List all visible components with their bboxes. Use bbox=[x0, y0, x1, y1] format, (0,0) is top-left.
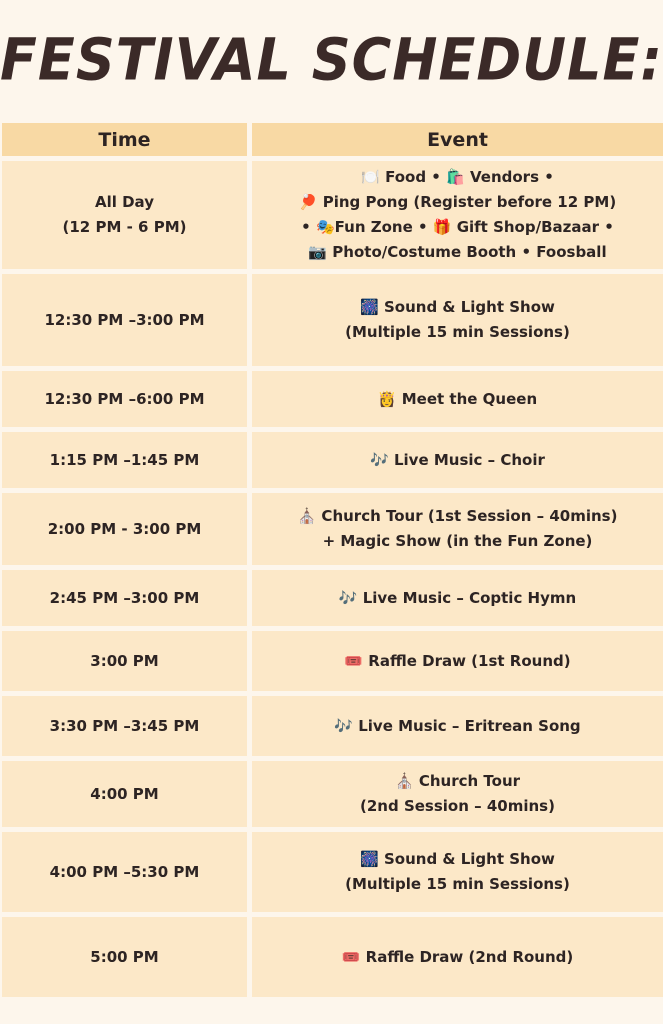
page-title: FESTIVAL SCHEDULE: bbox=[0, 25, 663, 94]
event-line: (2nd Session – 40mins) bbox=[360, 797, 555, 815]
table-row bbox=[2, 371, 663, 427]
event-line: ⛪ Church Tour bbox=[394, 772, 521, 790]
time-cell: 12:30 PM –3:00 PM bbox=[2, 274, 247, 366]
schedule-table bbox=[0, 118, 663, 1002]
event-line: (Multiple 15 min Sessions) bbox=[345, 875, 570, 893]
event-cell bbox=[252, 161, 663, 269]
header-row bbox=[2, 123, 663, 156]
time-cell: 1:15 PM –1:45 PM bbox=[2, 432, 247, 488]
table-row bbox=[2, 761, 663, 827]
event-line: 🍽️ Food • 🛍️ Vendors • bbox=[361, 168, 554, 186]
event-cell bbox=[252, 832, 663, 912]
table-row bbox=[2, 570, 663, 626]
event-cell bbox=[252, 761, 663, 827]
event-cell bbox=[252, 274, 663, 366]
time-cell: 3:00 PM bbox=[2, 631, 247, 691]
event-column-header: Event bbox=[252, 123, 663, 156]
time-cell: All Day (12 PM - 6 PM) bbox=[2, 161, 247, 269]
event-line: 🎆 Sound & Light Show bbox=[360, 850, 555, 868]
table-row bbox=[2, 493, 663, 565]
time-cell: 4:00 PM bbox=[2, 761, 247, 827]
table-row bbox=[2, 832, 663, 912]
event-cell bbox=[252, 631, 663, 691]
event-line: 🎶 Live Music – Coptic Hymn bbox=[338, 588, 577, 607]
event-cell bbox=[252, 493, 663, 565]
event-line: 🎶 Live Music – Eritrean Song bbox=[334, 716, 581, 735]
event-line: ⛪ Church Tour (1st Session – 40mins) bbox=[297, 507, 618, 525]
time-cell: 5:00 PM bbox=[2, 917, 247, 997]
event-cell bbox=[252, 917, 663, 997]
event-line: • 🎭Fun Zone • 🎁 Gift Shop/Bazaar • bbox=[301, 218, 614, 236]
time-cell: 4:00 PM –5:30 PM bbox=[2, 832, 247, 912]
table-row bbox=[2, 161, 663, 269]
table-row bbox=[2, 432, 663, 488]
time-cell: 12:30 PM –6:00 PM bbox=[2, 371, 247, 427]
table-row bbox=[2, 917, 663, 997]
event-cell bbox=[252, 570, 663, 626]
table-row bbox=[2, 631, 663, 691]
table-row bbox=[2, 696, 663, 756]
event-line: 🎶 Live Music – Choir bbox=[370, 450, 545, 469]
event-line: 🎟️ Raffle Draw (1st Round) bbox=[344, 651, 571, 670]
event-line: 🎆 Sound & Light Show bbox=[360, 298, 555, 316]
table-row bbox=[2, 274, 663, 366]
event-cell bbox=[252, 696, 663, 756]
event-cell bbox=[252, 371, 663, 427]
time-cell: 2:45 PM –3:00 PM bbox=[2, 570, 247, 626]
time-cell: 2:00 PM - 3:00 PM bbox=[2, 493, 247, 565]
event-line: + Magic Show (in the Fun Zone) bbox=[322, 532, 593, 550]
event-cell bbox=[252, 432, 663, 488]
event-line: 👸 Meet the Queen bbox=[377, 389, 538, 408]
schedule-rows bbox=[2, 161, 663, 997]
event-line: 📷 Photo/Costume Booth • Foosball bbox=[308, 243, 607, 261]
time-column-header: Time bbox=[2, 123, 247, 156]
event-line: 🏓 Ping Pong (Register before 12 PM) bbox=[298, 193, 617, 211]
event-line: 🎟️ Raffle Draw (2nd Round) bbox=[341, 947, 574, 966]
time-cell: 3:30 PM –3:45 PM bbox=[2, 696, 247, 756]
event-line: (Multiple 15 min Sessions) bbox=[345, 323, 570, 341]
